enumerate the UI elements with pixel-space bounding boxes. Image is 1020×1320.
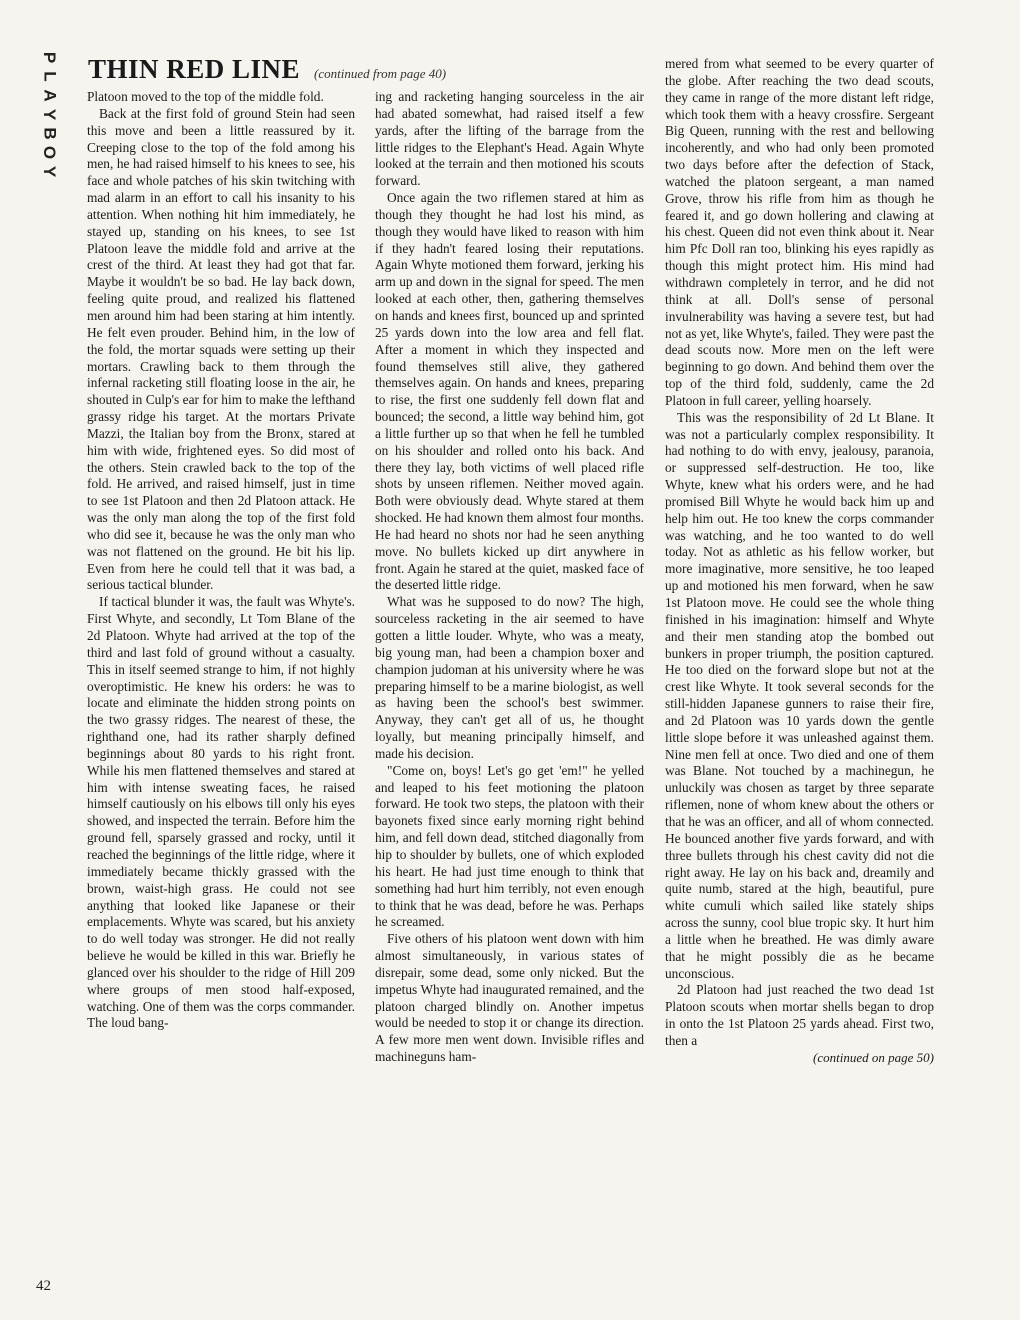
magazine-masthead bbox=[38, 48, 62, 181]
continued-on-note: (continued on page 50) bbox=[813, 1049, 934, 1065]
paragraph: What was he supposed to do now? The high, sourceless racketing in the air seemed to have gotten a little louder. Whyte, who was a meaty, big young man, had been a champion boxer and champion judoman at his university where he was preparing himself to be a marine biologist, as well as having been the school's best swimmer. Anyway, they can't get all of us, he thought loyally, but meaning principally himself, and made his decision. bbox=[375, 594, 644, 761]
paragraph: ing and racketing hanging sourceless in the air had abated somewhat, had raised itself a few yards, after the lifting of the barrage from the little ridges to the Elephant's Head. Again Whyte looked at the terrain and then motioned his scouts forward. bbox=[375, 89, 644, 189]
paragraph: 2d Platoon had just reached the two dead 1st Platoon scouts when mortar shells began to drop in onto the 1st Platoon 25 yards ahead. First two, then a bbox=[665, 982, 934, 1048]
article-header bbox=[88, 54, 446, 85]
masthead-letter: Y bbox=[40, 108, 60, 121]
paragraph: mered from what seemed to be every quarter of the globe. After reaching the two dead scouts, they came in range of the more distant left ridge, which took them with a heavy crossfire. Sergeant Big Queen, running with the rest and bellowing incoherently, and who had only been promoted two days before after the defection of Stack, watched the platoon sergeant, a man named Grove, throw his rifle from him as though he feared it, and go down hollering and clawing at his chest. Queen did not even think about it. Near him Pfc Doll ran too, blinking his eyes rapidly as though this might protect him. His mind had withdrawn completely in terror, and he did not think at all. Doll's sense of personal invulnerability was having a severe test, but had not as yet, like Whyte's, failed. They were past the dead scouts now. More men on the left were beginning to go down. And behind them over the top of the third fold, suddenly, came the 2d Platoon in full career, yelling hoarsely. bbox=[665, 56, 934, 408]
text-column-2 bbox=[375, 89, 644, 1066]
masthead-letter: A bbox=[40, 89, 60, 102]
paragraph: Once again the two riflemen stared at him as though they thought he had lost his mind, as though they would have liked to reason with him if they hadn't feared losing their reputations. Again Whyte motioned them forward, jerking his arm up and down in the signal for speed. The men looked at each other, then, gathering themselves on hands and knees first, bounced up and sprinted 25 yards down into the low area and fell flat. After a moment in which they inspected and found themselves still alive, they gathered themselves again. On hands and knees, preparing to rise, the first one suddenly fell down flat and bounced; the second, a little way behind him, got a little further up so that when he fell he tumbled on his shoulder and rolled onto his back. And there they lay, both victims of well placed rifle shots by unseen riflemen. Neither moved again. Both were obviously dead. Whyte stared at them shocked. He had known them almost four months. He had heard no shots nor had he seen anything move. No bullets kicked up dirt anywhere in front. Again he stared at the quiet, masked face of the deserted little ridge. bbox=[375, 190, 644, 593]
masthead-letter: O bbox=[40, 145, 60, 160]
paragraph: This was the responsibility of 2d Lt Blane. It was not a particularly complex responsibility. It had nothing to do with envy, jealousy, paranoia, or suppressed self-destruction. He too, like Whyte, knew what his orders were, and he had promised Bill Whyte he would back him up and help him out. He too knew the corps commander was watching, and he too wanted to do well today. Not as athletic as his fellow worker, but more imaginative, more sensitive, he too leaped up and motioned his men forward, when he saw 1st Platoon move. He could see the whole thing finished in his imagination: himself and Whyte and their men standing atop the bombed out bunkers in proper triumph, the position captured. He too died on the forward slope but not at the crest like Whyte. It took several seconds for the still-hidden Japanese gunners to raise their fire, and 2d Platoon was 10 yards down the gentle little slope before it was unleashed against them. Nine men fell at once. Two died and one of them was Blane. Not touched by a machinegun, he unluckily was chosen as target by three separate riflemen, none of whom knew about the others or that he was an officer, and all of whom connected. He bounced another five yards forward, and with three bullets through his chest cavity did not die right away. He lay on his back and, dreamily and quite numb, stared at the high, beautiful, pure white cumuli which sailed like stately ships across the sunny, cool blue tropic sky. It hurt him a little when he breathed. He was dimly aware that he might possibly die as he became unconscious. bbox=[665, 409, 934, 981]
masthead-letter: Y bbox=[40, 165, 60, 178]
masthead-letter: B bbox=[40, 127, 60, 140]
masthead-letter: L bbox=[40, 71, 60, 82]
paragraph: Platoon moved to the top of the middle fold. bbox=[87, 89, 324, 104]
paragraph: Five others of his platoon went down with him almost simultaneously, in various states of disrepair, some dead, some only nicked. But the impetus Whyte had inaugurated remained, and the platoon charged blindly on. Another impetus would be needed to stop it or change its direction. A few more men went down. Invisible rifles and machineguns ham- bbox=[375, 931, 644, 1065]
paragraph: If tactical blunder it was, the fault was Whyte's. First Whyte, and secondly, Lt Tom Blane of the 2d Platoon. Whyte had arrived at the top of the third and last fold of ground without a casualty. This in itself seemed strange to him, if not highly overoptimistic. He knew his orders: he was to locate and eliminate the hidden strong points on the two grassy ridges. The nearest of these, the righthand one, had its rather sharply defined beginnings about 80 yards to his right front. While his men flattened themselves and stared at him with intense sweating faces, he raised himself cautiously on his elbows till only his eyes showed, and inspected the terrain. Before him the ground fell, sparsely grassed and rocky, until it reached the beginnings of the little ridge, where it immediately became thickly grassed with the brown, waist-high grass. He could not see anything that looked like Japanese or their emplacements. Whyte was scared, but his anxiety to do well today was stronger. He did not really believe he would be killed in this war. Briefly he glanced over his shoulder to the ridge of Hill 209 where groups of men stood half-exposed, watching. One of them was the corps commander. The loud bang- bbox=[87, 594, 355, 1031]
page-number: 42 bbox=[36, 1278, 51, 1294]
paragraph: Back at the first fold of ground Stein had seen this move and been a little reassured by it. Creeping close to the top of the fold among his men, he had raised himself to his knees to see, his face and whole patches of his skin twitching with mad alarm in an effort to call his insanity to his attention. When nothing hit him immediately, he stayed up, standing on his knees, to see 1st Platoon leave the middle fold and arrive at the crest of the third. At least they had got that far. Maybe it wouldn't be so bad. He lay back down, feeling quite proud, and realized his flattened men around him had been staring at him intently. He felt even prouder. Behind him, in the low of the fold, the mortar squads were setting up their mortars. Crawling back to them through the infernal racketing still floating loose in the air, he shouted in Culp's ear for him to make the lefthand grassy ridge his target. At the mortars Private Mazzi, the Italian boy from the Bronx, stared at him with wide, frightened eyes. So did most of the others. Stein crawled back to the top of the fold. He arrived, and raised himself, just in time to see 1st Platoon and then 2d Platoon attack. He was the only man along the top of the first fold who did see it, because he was the only man who was not flattened on the ground. He bit his lip. Even from here he could tell that it was bad, a serious tactical blunder. bbox=[87, 105, 355, 593]
continued-from-note: (continued from page 40) bbox=[314, 66, 447, 81]
text-column-1 bbox=[87, 89, 355, 1032]
text-column-3 bbox=[665, 56, 934, 1067]
masthead-letter: P bbox=[40, 51, 60, 64]
paragraph: "Come on, boys! Let's go get 'em!" he yelled and leaped to his feet motioning the platoon forward. He took two steps, the platoon with their bayonets fixed since early morning right behind him, and fell down dead, stitched diagonally from hip to shoulder by bullets, one of which exploded his heart. He had just time enough to think that something had hurt him terribly, not even enough to think that he was dead, before he was. Perhaps he screamed. bbox=[375, 762, 644, 930]
article-title: THIN RED LINE bbox=[88, 54, 301, 84]
